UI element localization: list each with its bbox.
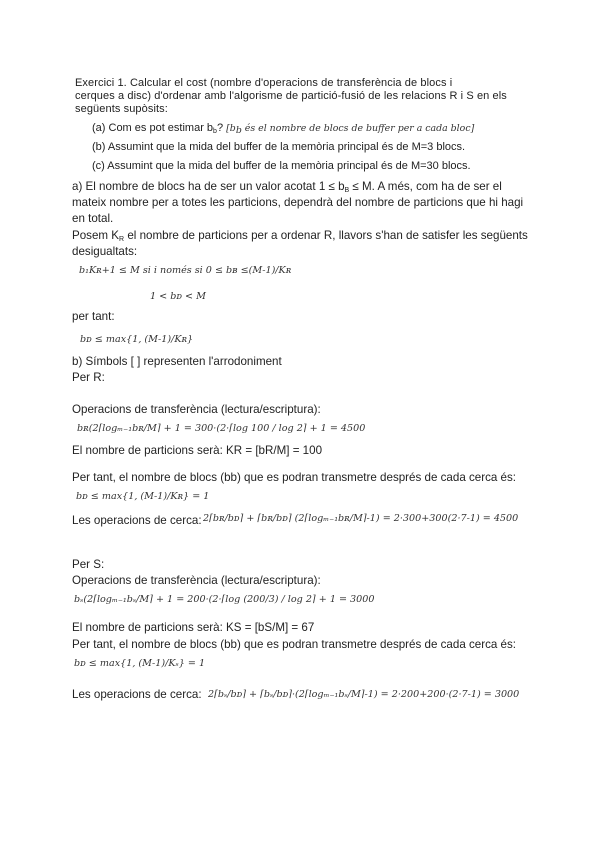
seeks-formula-r: 2⌈bʀ/bᴅ⌉ + ⌈bʀ/bᴅ⌉ (2⌈logₘ₋₁bʀ/M⌉-1) = 2·300+300(2·7-1) = 4500	[203, 513, 519, 524]
seeks-label-s: Les operacions de cerca:	[72, 688, 202, 701]
answer-a-line1-rest: ≤ M. A més, com ha de ser el	[349, 180, 502, 193]
partitions-r: El nombre de particions serà: KR = [bR/M] = 100	[72, 444, 323, 457]
exercise-heading-line2: cerques a disc) d'ordenar amb l'algorisme de partició-fusió de les relacions R i S en els	[75, 90, 507, 102]
blocks-formula-r: bᴅ ≤ max{1, (M-1)/Kʀ} = 1	[76, 491, 210, 502]
item-b: (b) Assumint que la mida del buffer de la memòria principal és de M=3 blocs.	[92, 141, 466, 153]
per-r-label: Per R:	[72, 371, 105, 384]
item-a-sub: b	[213, 128, 217, 135]
result-formula: bᴅ ≤ max{1, (M-1)/Kʀ}	[80, 334, 194, 345]
blocks-formula-s: bᴅ ≤ max{1, (M-1)/Kₛ} = 1	[74, 658, 206, 669]
item-a-italic-sub: b	[235, 125, 242, 136]
ops-label-r: Operacions de transferència (lectura/escriptura):	[72, 403, 321, 416]
inequality-1: b₁Kʀ+1 ≤ M si i només si 0 ≤ bʙ ≤(M-1)/Kʀ	[79, 265, 292, 276]
seeks-formula-s: 2⌈bₛ/bᴅ⌉ + ⌈bₛ/bᴅ⌉·(2⌈logₘ₋₁bₛ/M⌉-1) = 2·200+200·(2·7-1) = 3000	[208, 689, 520, 700]
per-tant-label: per tant:	[72, 310, 115, 323]
blocks-text-s: Per tant, el nombre de blocs (bb) que es podran transmetre després de cada cerca és:	[72, 638, 517, 651]
seeks-label-r: Les operacions de cerca:	[72, 514, 202, 527]
ops-formula-s: bₛ(2⌈logₘ₋₁bₛ/M⌉ + 1 = 200·(2·⌈log (200/3) / log 2⌉ + 1 = 3000	[74, 594, 375, 605]
answer-a-line4-sub: R	[119, 236, 125, 243]
exercise-heading-line1: Exercici 1. Calcular el cost (nombre d'operacions de transferència de blocs i	[75, 77, 453, 89]
partitions-s: El nombre de particions serà: KS = [bS/M] = 67	[72, 621, 315, 634]
answer-a-line4-prefix: Posem K	[72, 229, 120, 242]
item-c: (c) Assumint que la mida del buffer de la memòria principal és de M=30 blocs.	[92, 160, 471, 172]
exercise-heading-line3: següents supòsits:	[75, 103, 168, 115]
blocks-text-r: Per tant, el nombre de blocs (bb) que es podran transmetre després de cada cerca és:	[72, 471, 517, 484]
item-a-rest: ?	[216, 122, 227, 134]
item-a-prefix: (a) Com es pot estimar b	[92, 122, 214, 134]
answer-a-line1-sub: B	[344, 187, 350, 194]
answer-a-line3: en total.	[72, 212, 114, 225]
ops-label-s: Operacions de transferència (lectura/escriptura):	[72, 574, 321, 587]
inequality-2: 1 < bᴅ < M	[150, 291, 206, 302]
item-a	[92, 121, 474, 139]
answer-a-line5: desigualtats:	[72, 245, 138, 258]
answer-a-line4	[72, 229, 528, 247]
answer-b-intro: b) Símbols [ ] representen l'arrodoniment	[72, 355, 282, 368]
answer-a-line1-text: a) El nombre de blocs ha de ser un valor acotat 1 ≤ b	[72, 180, 345, 193]
answer-a-line4-rest: el nombre de particions per a ordenar R, llavors s'han de satisfer les següents	[124, 229, 528, 242]
answer-a-line2: mateix nombre per a totes les particions, dependrà del nombre de particions que hi hagi	[72, 196, 524, 209]
item-a-italic-rest: és el nombre de blocs de buffer per a cada bloc]	[241, 123, 475, 134]
item-a-italic: [b	[226, 123, 236, 134]
per-s-label: Per S:	[72, 558, 105, 571]
ops-formula-r: bʀ(2⌈logₘ₋₁bʀ/M⌉ + 1 = 300·(2·⌈log 100 / log 2⌉ + 1 = 4500	[77, 423, 366, 434]
